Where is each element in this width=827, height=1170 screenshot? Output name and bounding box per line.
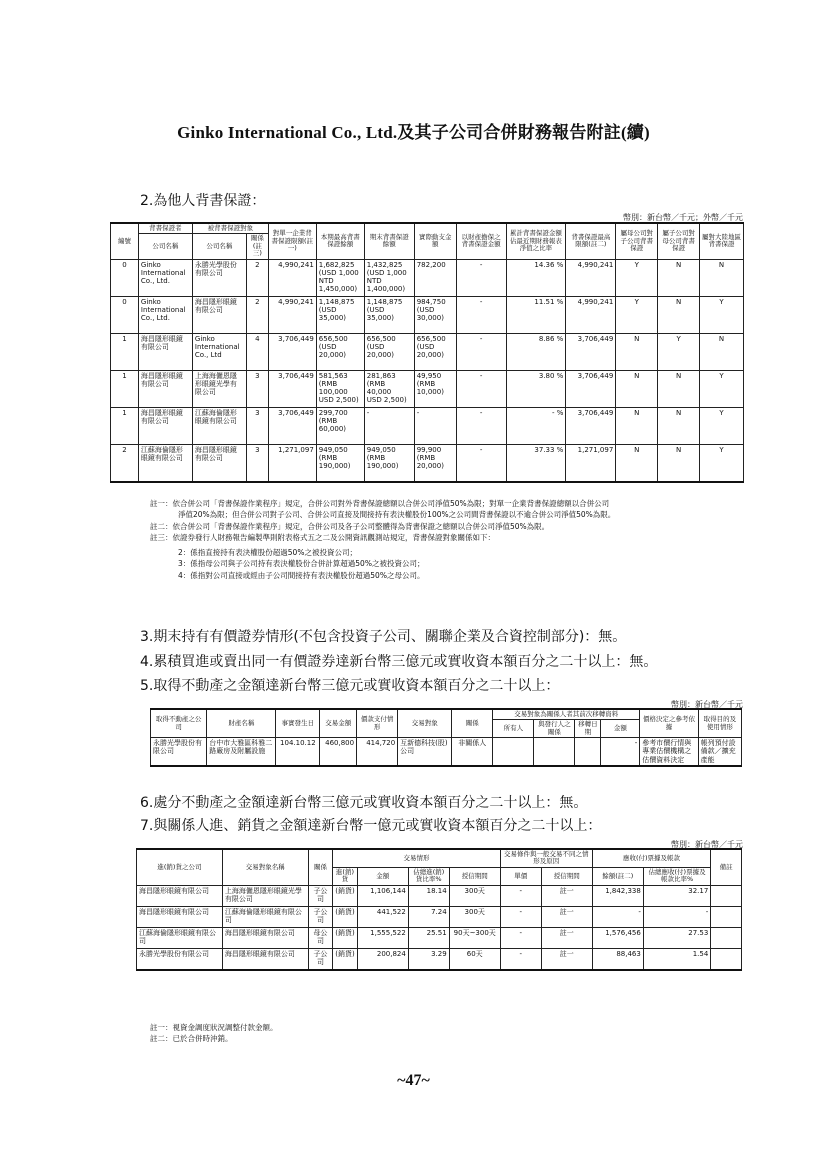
cell-s2p: N xyxy=(658,259,700,296)
col-relation: 關係 xyxy=(308,849,333,885)
cell-receivable-ratio: - xyxy=(643,906,710,927)
col-price-basis: 價格決定之參考依據 xyxy=(640,709,698,738)
cell-credit-term: 註一 xyxy=(541,906,592,927)
cell-prior-amount: - xyxy=(601,738,640,766)
cell-max-limit: 3,706,449 xyxy=(566,370,616,407)
cell-ratio: 3.29 xyxy=(408,948,449,970)
cell-target: 海昌隱形眼鏡有限公司 xyxy=(192,444,246,482)
cell-remark xyxy=(711,885,742,906)
cell-china: Y xyxy=(700,370,744,407)
cell-guarantor: 海昌隱形眼鏡有限公司 xyxy=(138,333,192,370)
cell-actual: 656,500 (USD 20,000) xyxy=(414,333,456,370)
cell-price-basis: 參考市價行情與專業估價機構之估價資料決定 xyxy=(640,738,698,766)
cell-end-balance: 1,148,875 (USD 35,000) xyxy=(364,296,414,333)
cell-receivable-ratio: 32.17 xyxy=(643,885,710,906)
col-amount: 交易金額 xyxy=(320,709,357,738)
cell-balance: 1,842,338 xyxy=(592,885,643,906)
col-s2p: 屬子公司對母公司背書保證 xyxy=(658,223,700,259)
note-3-item-2: 2：係指直接持有表決權股份超過50%之被投資公司； xyxy=(178,548,357,557)
cell-relation: 子公司 xyxy=(308,885,333,906)
col-receivable-group: 應收(付)票據及帳款 xyxy=(592,849,711,867)
page-title: Ginko International Co., Ltd.及其子公司合併財務報告附註(續) xyxy=(177,123,650,142)
cell-p2s: N xyxy=(616,407,658,444)
cell-no: 2 xyxy=(111,444,139,482)
cell-p2s: N xyxy=(616,333,658,370)
cell-guarantor: 江蘇海倫隱形眼鏡有限公司 xyxy=(138,444,192,482)
col-type: 進(銷)貨 xyxy=(333,867,358,885)
cell-max-balance: 581,563 (RMB 100,000 USD 2,500) xyxy=(316,370,364,407)
col-china: 屬對大陸地區背書保證 xyxy=(700,223,744,259)
cell-company: 永勝光學股份有限公司 xyxy=(137,948,223,970)
related-party-table xyxy=(136,848,742,971)
cell-guarantor: Ginko International Co., Ltd. xyxy=(138,296,192,333)
cell-s2p: N xyxy=(658,407,700,444)
table-row xyxy=(151,738,742,766)
cell-property: 台中市大雅區科雅二路廠房及附屬設施 xyxy=(207,738,276,766)
cell-relation: 母公司 xyxy=(308,927,333,948)
cell-no: 0 xyxy=(111,296,139,333)
cell-credit-term: 註一 xyxy=(541,927,592,948)
section2-heading: 2.為他人背書保證： xyxy=(140,193,266,209)
cell-max-balance: 1,148,875 (USD 35,000) xyxy=(316,296,364,333)
cell-relation: 3 xyxy=(246,407,268,444)
cell-china: N xyxy=(700,259,744,296)
cell-china: Y xyxy=(700,407,744,444)
cell-s2p: N xyxy=(658,444,700,482)
note-3-item-4: 4：係指對公司直接或經由子公司間接持有表決權股份超過50%之母公司。 xyxy=(178,570,425,580)
cell-credit-term: 註一 xyxy=(541,948,592,970)
cell-end-balance: 656,500 (USD 20,000) xyxy=(364,333,414,370)
cell-ratio: 7.24 xyxy=(408,906,449,927)
guarantee-table xyxy=(110,222,744,483)
cell-counterparty: 海昌隱形眼鏡有限公司 xyxy=(222,948,308,970)
cell-collateral: - xyxy=(456,296,506,333)
col-owner: 所有人 xyxy=(493,720,534,738)
cell-max-limit: 4,990,241 xyxy=(566,296,616,333)
col-guarantor-name: 公司名稱 xyxy=(138,234,192,259)
cell-guarantor: 海昌隱形眼鏡有限公司 xyxy=(138,370,192,407)
cell-type: (銷貨) xyxy=(333,948,358,970)
cell-max-limit: 1,271,097 xyxy=(566,444,616,482)
note-1-cont: 淨值20%為限；但合併公司對子公司、合併公司直接及間接持有表決權股份100%之公司間背書保證以不逾合併公司淨值50%為限。 xyxy=(178,510,616,520)
cell-relation: 2 xyxy=(246,296,268,333)
cell-ratio: 8.86 % xyxy=(506,333,566,370)
cell-relation: 子公司 xyxy=(308,906,333,927)
section5-heading: 5.取得不動產之金額達新台幣三億元或實收資本額百分之二十以上： xyxy=(140,678,560,694)
section2-unit: 幣別：新台幣／千元；外幣／千元 xyxy=(623,213,743,222)
cell-collateral: - xyxy=(456,444,506,482)
cell-date: 104.10.12 xyxy=(276,738,320,766)
cell-counterparty: 江蘇海倫隱形眼鏡有限公司 xyxy=(222,906,308,927)
cell-unit-price: - xyxy=(500,906,541,927)
cell-ratio: 11.51 % xyxy=(506,296,566,333)
cell-ratio: 18.14 xyxy=(408,885,449,906)
cell-credit-term: 註一 xyxy=(541,885,592,906)
cell-max-limit: 4,990,241 xyxy=(566,259,616,296)
cell-amount: 441,522 xyxy=(357,906,408,927)
col-prior-amount: 金額 xyxy=(601,720,640,738)
cell-max-balance: 949,050 (RMB 190,000) xyxy=(316,444,364,482)
cell-collateral: - xyxy=(456,370,506,407)
cell-limit: 3,706,449 xyxy=(268,407,316,444)
section7-notes xyxy=(150,1022,650,1045)
page-number: ~47~ xyxy=(397,1072,430,1089)
cell-company: 江蘇海倫隱形眼鏡有限公司 xyxy=(137,927,223,948)
cell-amount: 1,555,522 xyxy=(357,927,408,948)
section7-unit: 幣別：新台幣／千元 xyxy=(671,840,743,849)
cell-ratio: 37.33 % xyxy=(506,444,566,482)
cell-p2s: N xyxy=(616,370,658,407)
col-owner-relation: 與發行人之關係 xyxy=(534,720,575,738)
col-remark: 備註 xyxy=(711,849,742,885)
table-row xyxy=(111,370,744,407)
cell-balance: 88,463 xyxy=(592,948,643,970)
cell-company: 海昌隱形眼鏡有限公司 xyxy=(137,906,223,927)
table-row xyxy=(111,259,744,296)
col-trade-group: 交易情形 xyxy=(333,849,501,867)
cell-relation: 3 xyxy=(246,370,268,407)
cell-balance: - xyxy=(592,906,643,927)
cell-p2s: N xyxy=(616,444,658,482)
cell-s2p: Y xyxy=(658,333,700,370)
cell-actual: 99,900 (RMB 20,000) xyxy=(414,444,456,482)
table-row xyxy=(111,444,744,482)
cell-china: N xyxy=(700,333,744,370)
cell-end-balance: 1,432,825 (USD 1,000 NTD 1,400,000) xyxy=(364,259,414,296)
cell-no: 1 xyxy=(111,333,139,370)
note-1: 註一：依合併公司「背書保證作業程序」規定，合併公司對外背書保證總額以合併公司淨值50%為限；對單一企業背書保證總額以合併公司 xyxy=(150,499,610,508)
cell-limit: 3,706,449 xyxy=(268,333,316,370)
cell-end-balance: - xyxy=(364,407,414,444)
col-max-limit: 背書保證最高限額(註二) xyxy=(566,223,616,259)
table-row xyxy=(137,927,742,948)
table-row xyxy=(111,333,744,370)
col-term: 授信期間 xyxy=(449,867,500,885)
cell-no: 1 xyxy=(111,370,139,407)
cell-p2s: Y xyxy=(616,259,658,296)
cell-purpose: 帳列預付設備款／擴充產能 xyxy=(698,738,741,766)
col-end-balance: 期末背書保證餘額 xyxy=(364,223,414,259)
cell-balance: 1,576,456 xyxy=(592,927,643,948)
cell-limit: 1,271,097 xyxy=(268,444,316,482)
cell-target: Ginko International Co., Ltd xyxy=(192,333,246,370)
col-date: 事實發生日 xyxy=(276,709,320,738)
cell-relation: 子公司 xyxy=(308,948,333,970)
cell-p2s: Y xyxy=(616,296,658,333)
section5-unit: 幣別：新台幣／千元 xyxy=(671,700,743,709)
col-purpose: 取得目的及使用情形 xyxy=(698,709,741,738)
cell-amount: 200,824 xyxy=(357,948,408,970)
col-relation: 關係(註三) xyxy=(246,234,268,259)
note-2: 註二：依合併公司「背書保證作業程序」規定，合併公司及各子公司整體得為背書保證之總額以合併公司淨值50%為限。 xyxy=(150,521,550,531)
cell-max-balance: 1,682,825 (USD 1,000 NTD 1,450,000) xyxy=(316,259,364,296)
cell-amount: 1,106,144 xyxy=(357,885,408,906)
col-prior-group: 交易對象為關係人者其前次移轉資料 xyxy=(493,709,640,720)
cell-target: 永勝光學股份有限公司 xyxy=(192,259,246,296)
table-row xyxy=(137,885,742,906)
cell-relation: 2 xyxy=(246,259,268,296)
cell-target: 海昌隱形眼鏡有限公司 xyxy=(192,296,246,333)
col-property: 財產名稱 xyxy=(207,709,276,738)
section3-text: 3.期末持有有價證券情形(不包含投資子公司、關聯企業及合資控制部分)：無。 xyxy=(140,629,627,645)
cell-end-balance: 949,050 (RMB 190,000) xyxy=(364,444,414,482)
col-company: 取得不動產之公司 xyxy=(151,709,207,738)
cell-no: 1 xyxy=(111,407,139,444)
cell-china: Y xyxy=(700,444,744,482)
cell-remark xyxy=(711,906,742,927)
s7-note-1: 註一：視資金調度狀況調整付款金額。 xyxy=(150,1023,278,1032)
cell-term: 60天 xyxy=(449,948,500,970)
cell-actual: 782,200 xyxy=(414,259,456,296)
table-row xyxy=(137,948,742,970)
col-payment: 價款支付情形 xyxy=(357,709,398,738)
cell-receivable-ratio: 1.54 xyxy=(643,948,710,970)
cell-term: 90天~300天 xyxy=(449,927,500,948)
col-guarantor-group: 背書保證者 xyxy=(138,223,192,234)
cell-relation: 3 xyxy=(246,444,268,482)
col-ratio: 佔總進(銷)貨比率% xyxy=(408,867,449,885)
cell-company: 永勝光學股份有限公司 xyxy=(151,738,207,766)
col-company: 進(銷)貨之公司 xyxy=(137,849,223,885)
section2-notes xyxy=(150,498,750,581)
col-target-group: 被背書保證對象 xyxy=(192,223,268,234)
cell-owner xyxy=(493,738,534,766)
cell-end-balance: 281,863 (RMB 40,000 USD 2,500) xyxy=(364,370,414,407)
cell-max-balance: 299,700 (RMB 60,000) xyxy=(316,407,364,444)
cell-max-limit: 3,706,449 xyxy=(566,407,616,444)
cell-collateral: - xyxy=(456,333,506,370)
cell-limit: 3,706,449 xyxy=(268,370,316,407)
cell-max-balance: 656,500 (USD 20,000) xyxy=(316,333,364,370)
cell-china: Y xyxy=(700,296,744,333)
note-3: 註三：依證券發行人財務報告編製準則附表格式五之二及公開資訊觀測站規定，背書保證對象關係如下： xyxy=(150,532,495,542)
cell-ratio: 25.51 xyxy=(408,927,449,948)
col-transfer-date: 移轉日期 xyxy=(575,720,601,738)
col-limit: 對單一企業背書保證限額(註一) xyxy=(268,223,316,259)
col-p2s: 屬母公司對子公司背書保證 xyxy=(616,223,658,259)
cell-counterparty: 上海海儷恩隱形眼鏡光學有限公司 xyxy=(222,885,308,906)
cell-relation: 非關係人 xyxy=(452,738,493,766)
cell-ratio: 3.80 % xyxy=(506,370,566,407)
cell-target: 上海海儷恩隱形眼鏡光學有限公司 xyxy=(192,370,246,407)
col-balance: 餘額(註二) xyxy=(592,867,643,885)
table-row xyxy=(111,407,744,444)
cell-guarantor: 海昌隱形眼鏡有限公司 xyxy=(138,407,192,444)
col-relation: 關係 xyxy=(452,709,493,738)
cell-limit: 4,990,241 xyxy=(268,259,316,296)
col-counterparty: 交易對象名稱 xyxy=(222,849,308,885)
col-credit-term: 授信期間 xyxy=(541,867,592,885)
cell-actual: - xyxy=(414,407,456,444)
cell-counterparty: 互新德科技(股)公司 xyxy=(398,738,452,766)
section4-text: 4.累積買進或賣出同一有價證券達新台幣三億元或實收資本額百分之二十以上：無。 xyxy=(140,654,658,670)
col-ratio: 累計背書保證金額佔最近期財務報表淨值之比率 xyxy=(506,223,566,259)
cell-actual: 49,950 (RMB 10,000) xyxy=(414,370,456,407)
section7-heading: 7.與關係人進、銷貨之金額達新台幣一億元或實收資本額百分之二十以上： xyxy=(140,818,602,834)
cell-company: 海昌隱形眼鏡有限公司 xyxy=(137,885,223,906)
cell-s2p: N xyxy=(658,296,700,333)
col-receivable-ratio: 佔總應收(付)票據及帳款比率% xyxy=(643,867,710,885)
cell-unit-price: - xyxy=(500,927,541,948)
cell-collateral: - xyxy=(456,407,506,444)
cell-type: (銷貨) xyxy=(333,906,358,927)
cell-collateral: - xyxy=(456,259,506,296)
table-row xyxy=(137,906,742,927)
cell-type: (銷貨) xyxy=(333,927,358,948)
cell-max-limit: 3,706,449 xyxy=(566,333,616,370)
col-abnormal-group: 交易條件與一般交易不同之情形及原因 xyxy=(500,849,592,867)
col-counterparty: 交易對象 xyxy=(398,709,452,738)
col-amount: 金額 xyxy=(357,867,408,885)
col-no: 編號 xyxy=(111,223,139,259)
cell-ratio: - % xyxy=(506,407,566,444)
cell-transfer-date xyxy=(575,738,601,766)
cell-guarantor: Ginko International Co., Ltd. xyxy=(138,259,192,296)
cell-no: 0 xyxy=(111,259,139,296)
col-max-balance: 本期最高背書保證餘額 xyxy=(316,223,364,259)
cell-unit-price: - xyxy=(500,948,541,970)
s7-note-2: 註二：已於合併時沖銷。 xyxy=(150,1034,233,1044)
cell-actual: 984,750 (USD 30,000) xyxy=(414,296,456,333)
cell-relation: 4 xyxy=(246,333,268,370)
cell-term: 300天 xyxy=(449,906,500,927)
cell-payment: 414,720 xyxy=(357,738,398,766)
note-3-item-3: 3：係指母公司與子公司持有表決權股份合併計算超過50%之被投資公司； xyxy=(178,559,425,569)
cell-receivable-ratio: 27.53 xyxy=(643,927,710,948)
cell-target: 江蘇海倫隱形眼鏡有限公司 xyxy=(192,407,246,444)
cell-s2p: N xyxy=(658,370,700,407)
table-row xyxy=(111,296,744,333)
col-target-name: 公司名稱 xyxy=(192,234,246,259)
cell-limit: 4,990,241 xyxy=(268,296,316,333)
section6-text: 6.處分不動產之金額達新台幣三億元或實收資本額百分之二十以上：無。 xyxy=(140,795,588,811)
col-collateral: 以財產擔保之背書保證金額 xyxy=(456,223,506,259)
col-actual: 實際動支金額 xyxy=(414,223,456,259)
cell-type: (銷貨) xyxy=(333,885,358,906)
cell-ratio: 14.36 % xyxy=(506,259,566,296)
cell-unit-price: - xyxy=(500,885,541,906)
cell-owner-relation xyxy=(534,738,575,766)
cell-remark xyxy=(711,927,742,948)
cell-term: 300天 xyxy=(449,885,500,906)
cell-counterparty: 海昌隱形眼鏡有限公司 xyxy=(222,927,308,948)
cell-remark xyxy=(711,948,742,970)
cell-amount: 460,800 xyxy=(320,738,357,766)
col-unit-price: 單價 xyxy=(500,867,541,885)
real-estate-table xyxy=(150,708,742,767)
